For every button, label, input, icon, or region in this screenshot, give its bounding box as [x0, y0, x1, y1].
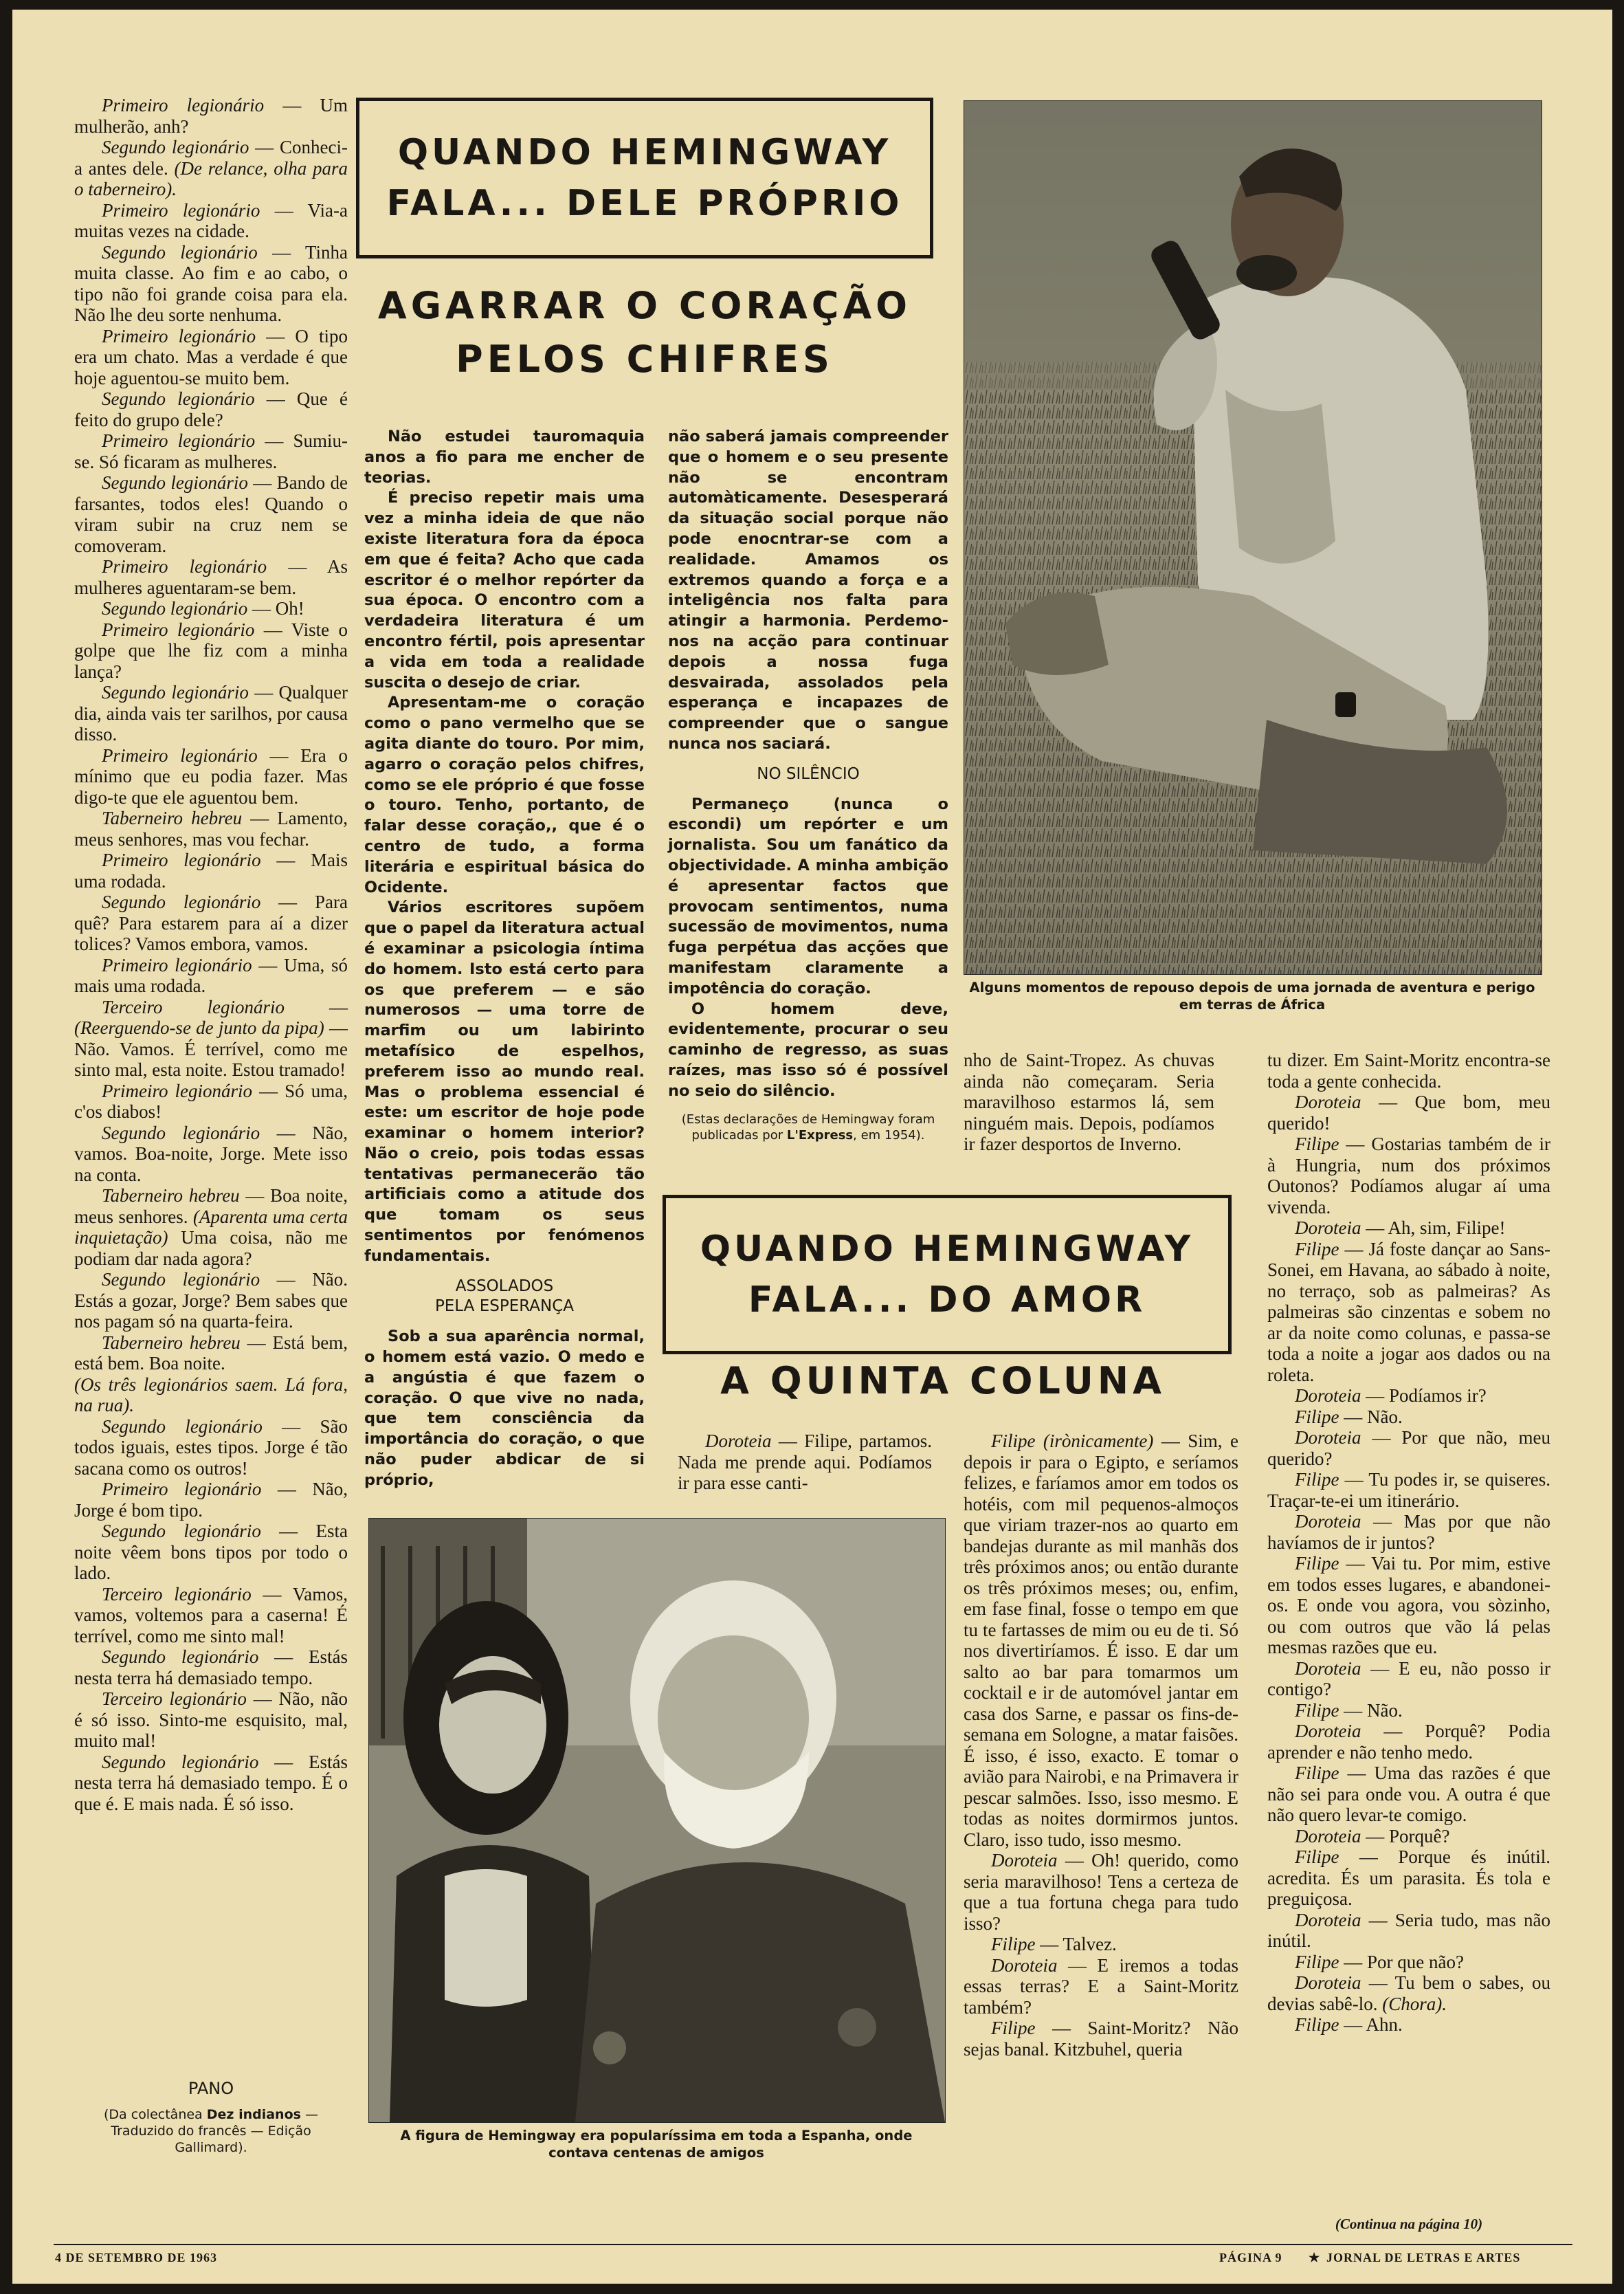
dialogue-line	[74, 242, 348, 326]
speech-text: — Não.	[1339, 1406, 1403, 1427]
subhead-hope: ASSOLADOS PELA ESPERANÇA	[434, 1277, 575, 1316]
speech-text: — Não.	[1339, 1699, 1403, 1721]
dialogue-line	[1267, 1658, 1550, 1700]
speech-text: — E eu, não posso ir contigo?	[1267, 1657, 1550, 1699]
speaker-name: Doroteia	[1295, 1427, 1361, 1448]
speech-text: — Via-a muitas vezes na cidade.	[74, 199, 348, 241]
photo-hemingway-spain-caption: A figura de Hemingway era popularíssima em toda a Espanha, onde contava centenas de amigos	[400, 2128, 913, 2161]
speaker-name: Doroteia	[1295, 1511, 1361, 1532]
speech-text: — Uma, só mais uma rodada.	[74, 954, 348, 996]
article-paragraph: Vários escritores supõem que o papel da literatura actual é examinar a psicologia íntima do homem. Isto está certo para os que preferem — e são numerosos — uma torre de marfim ou um labirinto metafísico de espelhos, preferem isso ao mundo real. Mas o problema essencial é este: um escritor de hoje pode examinar o homem interior? Não o creio, pois todas essas tentativas permanecerão tão artificiais como a atitude dos que tomam os seus sentimentos por fenómenos fundamentais.	[364, 898, 645, 1265]
dialogue-col3-top	[964, 1050, 1214, 1155]
speech-text: — Bando de farsantes, todos eles! Quando o viram subir na cruz nem se comoveram.	[74, 472, 348, 556]
dialogue-line	[1267, 1826, 1550, 1847]
speech-text: — Saint-Moritz? Não sejas banal. Kitzbuhel, queria	[964, 2018, 1238, 2060]
speech-text: — Sim, e depois ir para o Egipto, e seríamos felizes, e faríamos amor em todos os hotéis, com mil pequenos-almoços que viriam trazer-nos ao quarto em bandejas durante as mil manhãs dos três próximos anos; ou então durante os três próximos meses; ou, enfim, em fase final, fosse o tempo em que tu te fartasses de mim ou eu de ti. Só nos divertiríamos. É isso. E dar um salto ao bar para tomarmos um cocktail e ir de automóvel jantar em casa dos Sarne, e passar os fins-de-semana em Sologne, a matar faisões. É isso, é isso, exacto. E tomar o avião para Nairobi, e na Primavera ir pescar salmões. Isso, isso mesmo. E todas as noites dormirmos juntos. Claro, isso tudo, isso mesmo.	[964, 1431, 1238, 1850]
dialogue-line	[74, 1416, 348, 1479]
speech-text: — São todos iguais, estes tipos. Jorge é tão sacana como os outros!	[74, 1415, 348, 1479]
speaker-name: Filipe	[1295, 1553, 1339, 1574]
dialogue-line	[74, 1521, 348, 1584]
stage-direction: (Chora).	[1382, 1993, 1447, 2014]
dialogue-line	[74, 326, 348, 389]
speaker-name: Taberneiro hebreu	[102, 1185, 240, 1206]
speaker-name: Segundo legionário	[102, 472, 248, 493]
dialogue-line	[1267, 2014, 1550, 2036]
title-box-love-line2: FALA... DO AMOR	[748, 1279, 1146, 1321]
dialogue-line	[74, 892, 348, 955]
article-self-col1	[364, 427, 645, 1491]
dialogue-line	[74, 137, 348, 200]
speaker-name: Doroteia	[1295, 1721, 1361, 1741]
dialogue-line	[1267, 1427, 1550, 1469]
speaker-name: Doroteia	[1295, 1385, 1361, 1406]
headline-fifth-column	[665, 1354, 1221, 1408]
speaker-name: Filipe	[1295, 1238, 1339, 1259]
speaker-name: Primeiro legionário	[102, 1080, 253, 1101]
dialogue-line	[1267, 1700, 1550, 1721]
speaker-name: Segundo legionário	[102, 1521, 261, 1541]
speech-text: — Não, Jorge é bom tipo.	[74, 1479, 348, 1521]
speech-text: — Oh! querido, como seria maravilhoso! Tens a certeza de que a tua fortuna chega para tudo isso?	[964, 1850, 1238, 1934]
dialogue-line	[74, 1584, 348, 1647]
speech-text: — O tipo era um chato. Mas a verdade é que hoje aguentou-se muito bem.	[74, 325, 348, 388]
photo-hemingway-spain-image	[369, 1519, 945, 2122]
speaker-name: Primeiro legionário	[102, 745, 258, 766]
speech-text: — Lamento, meus senhores, mas vou fechar.	[74, 808, 348, 850]
speaker-name: Primeiro legionário	[102, 619, 255, 640]
title-box-self-line1: QUANDO HEMINGWAY	[397, 132, 892, 173]
speech-text: — Seria tudo, mas não inútil.	[1267, 1909, 1550, 1951]
speaker-name: Primeiro legionário	[102, 430, 256, 451]
speech-text: — Qualquer dia, ainda vais ter sarilhos, por causa disso.	[74, 682, 348, 745]
source-note: (Estas declarações de Hemingway foram publicadas por L'Express, em 1954).	[681, 1112, 935, 1143]
speaker-name: Terceiro legionário	[102, 1688, 247, 1709]
speech-text: — Uma das razões é que não sei para onde vou. A outra é que não quero levar-te comigo.	[1267, 1763, 1550, 1825]
dialogue-line	[74, 850, 348, 892]
speaker-name: Segundo legionário	[102, 1269, 260, 1290]
dialogue-line	[1267, 1910, 1550, 1952]
dialogue-line	[74, 598, 348, 619]
speaker-name: Filipe	[1295, 1763, 1339, 1783]
dialogue-line	[74, 1374, 348, 1416]
dialogue-line	[74, 1185, 348, 1269]
dialogue-line	[74, 745, 348, 808]
subhead-silence: NO SILÊNCIO	[757, 764, 860, 783]
headline-heart	[356, 279, 933, 386]
speech-text: Uma coisa, não me podiam dar nada agora?	[74, 1227, 348, 1269]
speaker-name: Doroteia	[1295, 1217, 1361, 1238]
speech-text: — Mas por que não havíamos de ir juntos?	[1267, 1511, 1550, 1553]
title-box-love	[663, 1195, 1232, 1354]
speech-text: — Era o mínimo que eu podia fazer. Mas digo-te que ele aguentou bem.	[74, 745, 348, 808]
dialogue-line	[1267, 1972, 1550, 2014]
speaker-name: Filipe	[1295, 1699, 1339, 1721]
speech-text: — Por que não?	[1339, 1951, 1464, 1972]
article-paragraph: Sob a sua aparência normal, o homem está vazio. O medo e a angústia é que fazem o coração. O que vive no nada, que tem consciência da importância do coração, o que não puder abdicar de si próprio,	[364, 1327, 645, 1489]
speaker-name: Segundo legionário	[102, 682, 249, 703]
speech-text: — Ahn.	[1339, 2014, 1403, 2035]
speaker-name: Primeiro legionário	[102, 1479, 262, 1499]
footer-paper: JORNAL DE LETRAS E ARTES	[1326, 2251, 1521, 2264]
speech-text: — Por que não, meu querido?	[1267, 1427, 1550, 1469]
speaker-name: Segundo legionário	[102, 1122, 260, 1143]
footer-star: ★	[1309, 2251, 1321, 2264]
speech-text: — Porquê?	[1361, 1825, 1450, 1846]
speech-text: — Mais uma rodada.	[74, 850, 348, 892]
speech-text: — Que é feito do grupo dele?	[74, 388, 348, 430]
speech-text: — Talvez.	[1035, 1934, 1117, 1954]
speaker-name: Taberneiro hebreu	[102, 1332, 241, 1353]
dialogue-line	[1267, 1721, 1550, 1763]
speech-text: — Está bem, está bem. Boa noite.	[74, 1332, 348, 1374]
play-source: (Da colectânea Dez indianos — Traduzido do francês — Edição Gallimard).	[104, 2107, 318, 2155]
dialogue-line	[74, 1123, 348, 1186]
dialogue-line	[964, 1850, 1238, 1934]
dialogue-line	[74, 1269, 348, 1332]
speaker-name: Filipe	[1295, 1406, 1339, 1427]
photo-hemingway-spain	[368, 1518, 946, 2123]
photo-hemingway-africa-image	[964, 101, 1542, 974]
speaker-name: Segundo legionário	[102, 1751, 259, 1772]
speaker-name: Filipe	[1295, 1469, 1339, 1490]
dialogue-line	[964, 2018, 1238, 2060]
dialogue-line	[1267, 1217, 1550, 1239]
speech-text: — Vai tu. Por mim, estive em todos esses lugares, e abandonei-os. E onde vou agora, vou sòzinho, ou com outros que vão lá pelas mesmas razões que eu.	[1267, 1553, 1550, 1657]
article-paragraph: O homem deve, evidentemente, procurar o seu caminho de regresso, as suas raízes, mas isso só é possível no seio do silêncio.	[668, 1000, 948, 1100]
speaker-name: Primeiro legionário	[102, 556, 267, 577]
title-box-self	[356, 98, 933, 258]
newspaper-page	[12, 10, 1612, 2284]
dialogue-line	[1267, 1553, 1550, 1658]
speech-text: — Para quê? Para estarem para aí a dizer tolices? Vamos embora, vamos.	[74, 892, 348, 954]
photo-hemingway-africa-caption: Alguns momentos de repouso depois de uma jornada de aventura e perigo em terras de África	[969, 980, 1535, 1013]
speech-text: — Ah, sim, Filipe!	[1361, 1217, 1506, 1238]
speaker-name: Segundo legionário	[102, 1415, 263, 1437]
speech-text: — Vamos, vamos, voltemos para a caserna! É terrível, como me sinto mal!	[74, 1583, 348, 1646]
speech-text: — Filipe, partamos. Nada me prende aqui. Podíamos ir para esse canti-	[678, 1431, 932, 1493]
dialogue-line	[74, 997, 348, 1081]
dialogue-line	[74, 619, 348, 683]
dialogue-line	[74, 430, 348, 472]
dialogue-col5	[1267, 1050, 1550, 2036]
speech-text: — As mulheres aguentaram-se bem.	[74, 556, 348, 598]
speaker-name: Doroteia	[991, 1954, 1058, 1976]
speech-text: — Oh!	[247, 598, 304, 619]
dialogue-line	[1267, 1952, 1550, 1973]
dialogue-line	[1267, 1763, 1550, 1826]
speaker-name: Filipe	[991, 1934, 1036, 1954]
speaker-name: Doroteia	[1295, 1972, 1361, 1993]
dialogue-line	[74, 200, 348, 242]
speaker-name: Segundo legionário	[102, 241, 258, 263]
speaker-name: Terceiro legionário	[102, 1583, 252, 1604]
speech-text: — Porque és inútil. acredita. És um parasita. És tola e preguiçosa.	[1267, 1846, 1550, 1909]
article-paragraph: Não estudei tauromaquia anos a fio para me encher de teorias.	[364, 428, 645, 487]
speaker-name: Primeiro legionário	[102, 954, 252, 975]
article-paragraph: Permaneço (nunca o escondi) um repórter e um jornalista. Sou um fanático da objectividade. A minha ambição é apresentar factos que provocam sentimentos, numa sucessão de movimentos, numa fuga perpétua das acções que manifestam claramente a impotência do coração.	[668, 795, 948, 997]
dialogue-line	[1267, 1385, 1550, 1407]
headline-heart-line2: PELOS CHIFRES	[456, 338, 834, 381]
title-box-love-line1: QUANDO HEMINGWAY	[700, 1228, 1194, 1270]
stage-direction: (De relance, olha para o taberneiro).	[74, 157, 348, 199]
dialogue-line	[74, 472, 348, 556]
dialogue-line	[964, 1955, 1238, 2018]
stage-direction: (Os três legionários saem. Lá fora, na rua).	[74, 1374, 348, 1415]
dialogue-col4	[964, 1431, 1238, 2060]
title-box-self-line2: FALA... DELE PRÓPRIO	[386, 183, 903, 224]
stage-direction: (Aparenta uma certa inquietação)	[74, 1206, 348, 1248]
dialogue-line	[74, 1332, 348, 1374]
speech-text: — Esta noite vêem bons tipos por todo o lado.	[74, 1521, 348, 1583]
speech-text: — E iremos a todas essas terras? E a Saint-Moritz também?	[964, 1954, 1238, 2018]
speech-text: nho de Saint-Tropez. As chuvas ainda não começaram. Seria maravilhoso estarmos lá, sem ninguém mais. Depois, podíamos ir fazer desportos de Inverno.	[964, 1050, 1214, 1154]
speaker-name: Doroteia	[1295, 1825, 1361, 1846]
speaker-name: Doroteia	[1295, 1909, 1361, 1930]
dialogue-line	[1267, 1092, 1550, 1134]
photo-hemingway-africa	[964, 100, 1542, 975]
speaker-name: Filipe (irònicamente)	[991, 1431, 1154, 1451]
speech-text: — Sumiu-se. Só ficaram as mulheres.	[74, 430, 348, 472]
dialogue-line	[74, 1479, 348, 1521]
dialogue-line	[74, 388, 348, 430]
stage-direction: (Reerguendo-se de junto da pipa)	[74, 1017, 324, 1038]
speech-text: — Não. Estás a gozar, Jorge? Bem sabes que nos pagam só na quarta-feira.	[74, 1269, 348, 1332]
footer-date: 4 DE SETEMBRO DE 1963	[55, 2251, 218, 2264]
dialogue-line	[74, 1081, 348, 1123]
speaker-name: Filipe	[1295, 1951, 1339, 1972]
play-signature: PANO	[188, 2079, 234, 2098]
headline-fifth-column-line1: A QUINTA COLUNA	[720, 1359, 1166, 1402]
dialogue-line	[1267, 1846, 1550, 1910]
speech-text: — Conheci-a antes dele.	[74, 137, 348, 179]
speaker-name: Segundo legionário	[102, 892, 261, 912]
speech-text: — Não. Vamos. É terrível, como me sinto mal, esta noite. Estou tramado!	[74, 1017, 348, 1080]
speech-text: — Gostarias também de ir à Hungria, num dos próximos Outonos? Podíamos alugar aí uma vivenda.	[1267, 1134, 1550, 1217]
dialogue-line	[74, 1752, 348, 1815]
dialogue-line	[74, 808, 348, 850]
footer-rule	[54, 2244, 1572, 2245]
speaker-name: Primeiro legionário	[102, 325, 256, 346]
speech-text: tu dizer. Em Saint-Moritz encontra-se toda a gente conhecida.	[1267, 1050, 1550, 1092]
speech-text: — Não, não é só isso. Sinto-me esquisito, mal, muito mal!	[74, 1688, 348, 1751]
speech-text: — Não, vamos. Boa-noite, Jorge. Mete isso na conta.	[74, 1122, 348, 1185]
speaker-name: Doroteia	[1295, 1092, 1361, 1112]
speaker-name: Filipe	[1295, 2014, 1339, 2035]
speaker-name: Terceiro legionário	[102, 996, 285, 1017]
speech-text: — Estás nesta terra há demasiado tempo. É o que é. E mais nada. É só isso.	[74, 1751, 348, 1814]
speech-text: — Estás nesta terra há demasiado tempo.	[74, 1646, 348, 1688]
speech-text: — Boa noite, meus senhores.	[74, 1185, 348, 1227]
dialogue-line	[964, 1050, 1214, 1155]
headline-heart-line1: AGARRAR O CORAÇÃO	[377, 284, 912, 327]
play-column	[74, 95, 348, 1814]
article-paragraph: Apresentam-me o coração como o pano vermelho que se agita diante do touro. Por mim, agarro o coração pelos chifres, como se ele próprio é que fosse o touro. Tenho, portanto, de falar desse coração,, que é o centro de tudo, a forma literária e espiritual básica do Ocidente.	[364, 694, 645, 896]
speaker-name: Doroteia	[991, 1850, 1058, 1871]
dialogue-line	[74, 682, 348, 745]
dialogue-line	[964, 1431, 1238, 1850]
dialogue-line	[74, 556, 348, 598]
speech-text: — Viste o golpe que lhe fiz com a minha lança?	[74, 619, 348, 682]
speaker-name: Filipe	[1295, 1134, 1339, 1154]
dialogue-line	[964, 1934, 1238, 1955]
speaker-name: Segundo legionário	[102, 1646, 259, 1667]
dialogue-line	[74, 1688, 348, 1752]
speaker-name: Primeiro legionário	[102, 95, 265, 115]
speaker-name: Segundo legionário	[102, 598, 248, 619]
dialogue-line	[1267, 1134, 1550, 1217]
dialogue-line	[74, 1646, 348, 1688]
speech-text: — Só uma, c'os diabos!	[74, 1080, 348, 1122]
speaker-name: Taberneiro hebreu	[102, 808, 243, 828]
speaker-name: Doroteia	[1295, 1657, 1361, 1679]
speaker-name: Filipe	[991, 2018, 1036, 2038]
dialogue-line	[1267, 1050, 1550, 1092]
article-self-col2	[668, 427, 948, 1143]
speech-text: — Tu bem o sabes, ou devias sabê-lo.	[1267, 1972, 1550, 2014]
speaker-name: Segundo legionário	[102, 137, 249, 157]
dialogue-line	[1267, 1407, 1550, 1428]
speech-text: — Já foste dançar ao Sans-Sonei, em Havana, ao sábado à noite, no terraço, sob as palmeiras? As palmeiras são cinzentas e sobem no ar da noite como colunas, e passa-se toda a noite a jogar aos dados ou na roleta.	[1267, 1238, 1550, 1385]
dialogue-line	[1267, 1469, 1550, 1511]
continua-note: (Continua na página 10)	[1335, 2216, 1483, 2232]
footer-page: PÁGINA 9	[1219, 2251, 1282, 2264]
article-paragraph: É preciso repetir mais uma vez a minha ideia de que não existe literatura fora da época em que é feita? Acho que cada escritor é o melhor repórter da sua época. O encontro com a verdadeira literatura é um encontro fértil, pois apresentar a vida em toda a realidade suscita o desejo de criar.	[364, 489, 645, 692]
speech-text: — Tu podes ir, se quiseres. Traçar-te-ei um itinerário.	[1267, 1469, 1550, 1511]
speech-text: — Que bom, meu querido!	[1267, 1092, 1550, 1134]
speaker-name: Segundo legionário	[102, 388, 255, 409]
speech-text: —	[285, 996, 348, 1017]
speech-text: — Um mulherão, anh?	[74, 95, 348, 137]
dialogue-line	[1267, 1239, 1550, 1386]
speaker-name: Doroteia	[705, 1431, 772, 1451]
dialogue-line	[678, 1431, 932, 1494]
speaker-name: Primeiro legionário	[102, 850, 261, 870]
speaker-name: Filipe	[1295, 1846, 1339, 1867]
dialogue-col3-bottom	[678, 1431, 932, 1494]
dialogue-line	[1267, 1511, 1550, 1553]
speech-text: — Porquê? Podia aprender e não tenho medo.	[1267, 1721, 1550, 1763]
dialogue-line	[74, 95, 348, 137]
article-paragraph: não saberá jamais compreender que o homem e o seu presente não se encontram automàticamente. Desesperará da situação social porque não pode enocntrar-se com a realidade. Amamos os extremos quando a força e a inteligência nos falta para atingir a harmonia. Perdemo-nos na acção para continuar depois a nossa fuga desvairada, assolados pela esperança e incapazes de compreender que o sangue nunca nos saciará.	[668, 428, 948, 753]
speaker-name: Primeiro legionário	[102, 199, 260, 221]
speech-text: — Tinha muita classe. Ao fim e ao cabo, o tipo não foi grande coisa para ela. Não lhe deu sorte nenhuma.	[74, 241, 348, 325]
dialogue-line	[74, 955, 348, 997]
speech-text: — Podíamos ir?	[1361, 1385, 1487, 1406]
